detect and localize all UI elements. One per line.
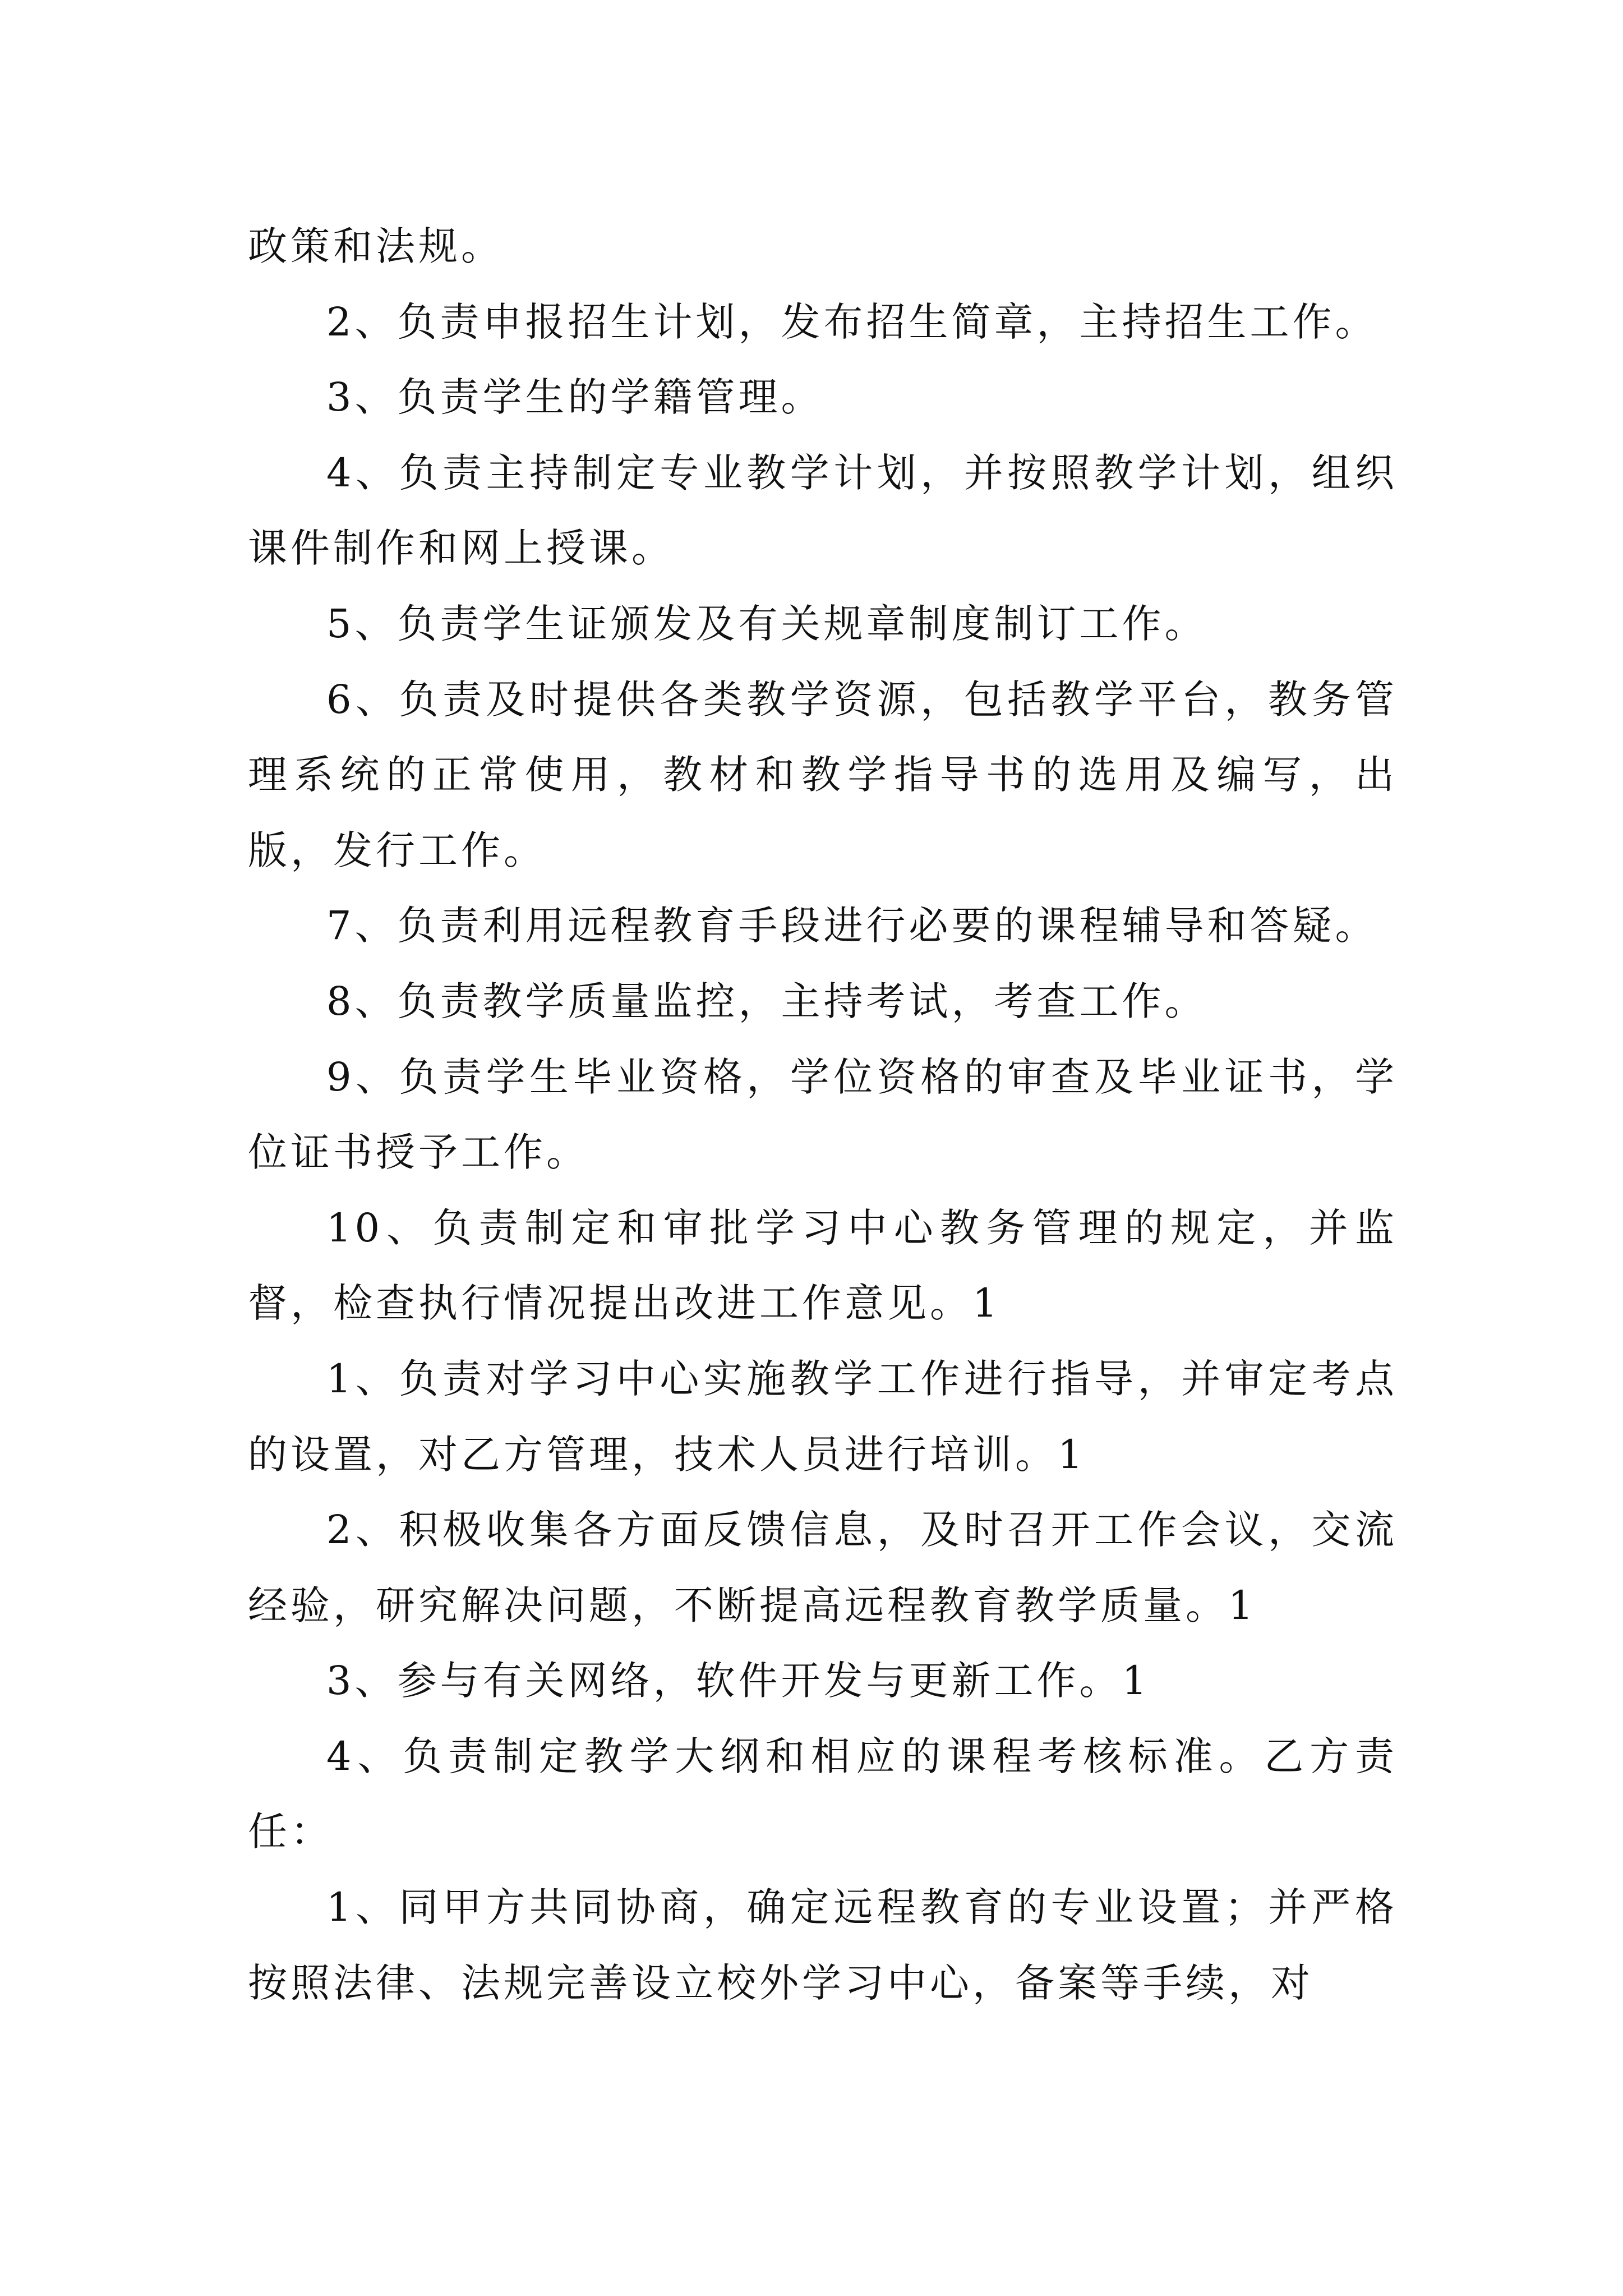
paragraph: 2、负责申报招生计划，发布招生简章，主持招生工作。: [326, 298, 1378, 345]
paragraph: 4、负责制定教学大纲和相应的课程考核标准。乙方责任：: [248, 1733, 1398, 1855]
paragraph: 5、负责学生证颁发及有关规章制度制订工作。: [326, 600, 1207, 647]
paragraph: 3、参与有关网络，软件开发与更新工作。1: [326, 1658, 1151, 1704]
paragraph: 8、负责教学质量监控，主持考试，考查工作。: [326, 978, 1207, 1024]
paragraph: 6、负责及时提供各类教学资源，包括教学平台，教务管理系统的正常使用，教材和教学指导书的选用及编写，出版，发行工作。: [248, 676, 1398, 873]
paragraph: 政策和法规。: [248, 223, 504, 269]
paragraph: 1、负责对学习中心实施教学工作进行指导，并审定考点的设置，对乙方管理，技术人员进行培训。1: [248, 1355, 1398, 1478]
paragraph: 4、负责主持制定专业教学计划，并按照教学计划，组织课件制作和网上授课。: [248, 449, 1398, 572]
paragraph: 3、负责学生的学籍管理。: [326, 374, 824, 421]
paragraph: 2、积极收集各方面反馈信息，及时召开工作会议，交流经验，研究解决问题，不断提高远程教育教学质量。1: [248, 1507, 1398, 1628]
paragraph: 9、负责学生毕业资格，学位资格的审查及毕业证书，学位证书授予工作。: [248, 1053, 1398, 1176]
document-body: [248, 209, 1398, 2021]
paragraph: 10、负责制定和审批学习中心教务管理的规定，并监督，检查执行情况提出改进工作意见。1: [248, 1204, 1398, 1327]
paragraph: 1、同甲方共同协商，确定远程教育的专业设置；并严格按照法律、法规完善设立校外学习中心，备案等手续，对: [248, 1884, 1398, 2006]
paragraph: 7、负责利用远程教育手段进行必要的课程辅导和答疑。: [326, 903, 1378, 949]
